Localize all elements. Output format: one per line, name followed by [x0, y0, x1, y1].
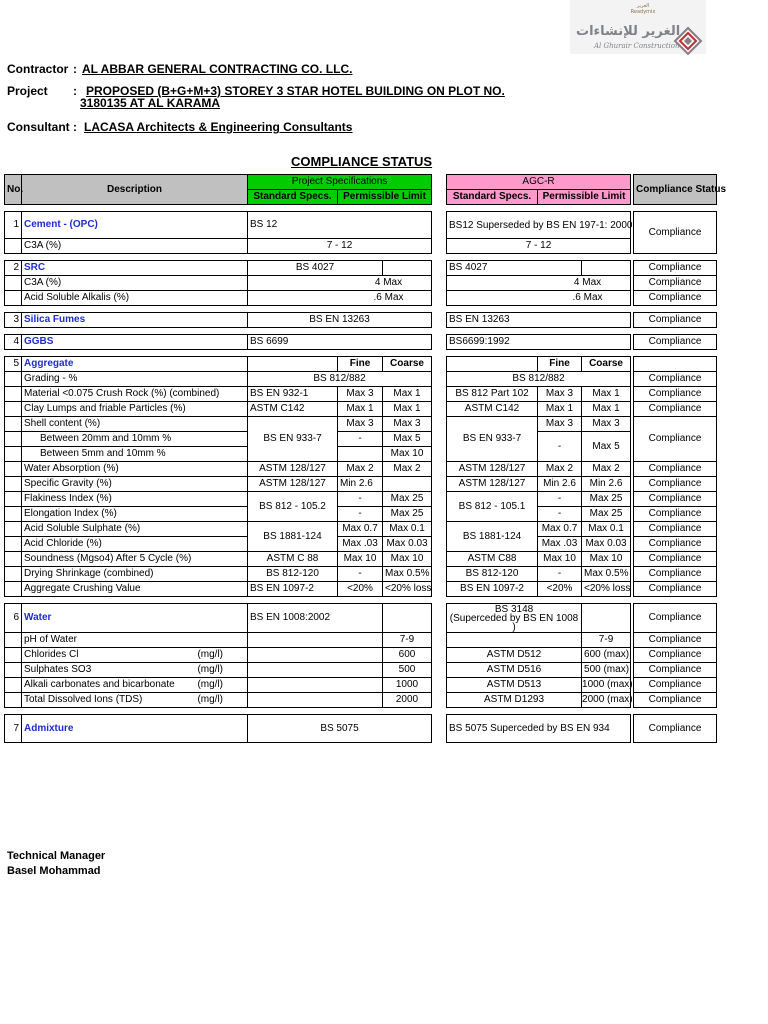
header-compliance-status: Compliance Status [634, 175, 717, 205]
table-row [5, 335, 717, 350]
header-description: Description [22, 175, 248, 205]
compliance-status: Compliance [634, 212, 717, 254]
agcr-standard-line1: BS 3148 [494, 603, 534, 615]
section-number: 4 [5, 335, 22, 350]
compliance-status: Compliance [634, 693, 717, 708]
header-project-standard-specs: Standard Specs. [248, 190, 338, 205]
section-number: 6 [5, 604, 22, 633]
row-description-text: Alkali carbonates and bicarbonate [24, 679, 175, 690]
row-description: Soundness (Mgso4) After 5 Cycle (%) [22, 552, 248, 567]
project-limit: 7 - 12 [248, 239, 432, 254]
contractor-colon: : [73, 62, 77, 76]
project-coarse: Max 0.1 [383, 522, 432, 537]
header-project-permissible-limit: Permissible Limit [338, 190, 432, 205]
compliance-status: Compliance [634, 492, 717, 507]
table-header-row [5, 175, 717, 190]
agcr-limit: 4 Max [447, 276, 631, 291]
row-description: Elongation Index (%) [22, 507, 248, 522]
agcr-standard: BS6699:1992 [447, 335, 631, 350]
table-row [5, 582, 717, 597]
compliance-status: Compliance [634, 648, 717, 663]
row-description [22, 693, 248, 708]
header-agcr-permissible-limit: Permissible Limit [538, 190, 631, 205]
contractor-line [7, 63, 68, 76]
agcr-standard: BS 812 - 105.1 [447, 492, 538, 522]
logo-english-text: Al Ghurair Construction [594, 42, 680, 50]
agcr-fine: Max 0.7 [538, 522, 582, 537]
agcr-standard: BS EN 1097-2 [447, 582, 538, 597]
section-name: Aggregate [22, 357, 248, 372]
compliance-status: Compliance [634, 507, 717, 522]
agcr-limit: 7-9 [582, 633, 631, 648]
agcr-coarse: Max 1 [582, 402, 631, 417]
logo-tiny-text [628, 3, 658, 15]
agcr-limit: 2000 (max) [582, 693, 631, 708]
agcr-standard: ASTM D513 [447, 678, 582, 693]
agcr-fine: - [538, 507, 582, 522]
logo-arabic-text: الغرير للإنشاءات [576, 24, 681, 39]
compliance-status: Compliance [634, 291, 717, 306]
agcr-coarse: Max 25 [582, 492, 631, 507]
project-standard: BS 5075 [248, 715, 432, 743]
consultant-value-text: LACASA Architects & Engineering Consultants [84, 120, 353, 134]
agcr-standard: ASTM C88 [447, 552, 538, 567]
coarse-header: Coarse [582, 357, 631, 372]
project-fine: Max 2 [338, 462, 383, 477]
project-limit: .6 Max [248, 291, 432, 306]
table-row [5, 567, 717, 582]
table-row [5, 417, 717, 432]
project-fine: Min 2.6 [338, 477, 383, 492]
table-row [5, 291, 717, 306]
table-row [5, 693, 717, 708]
agcr-standard: ASTM D516 [447, 663, 582, 678]
signatory-name: Basel Mohammad [7, 865, 101, 877]
section-number: 2 [5, 261, 22, 276]
agcr-standard: ASTM 128/127 [447, 462, 538, 477]
row-description [22, 633, 248, 648]
compliance-status: Compliance [634, 567, 717, 582]
table-row [5, 462, 717, 477]
compliance-status: Compliance [634, 402, 717, 417]
table-row [5, 715, 717, 743]
fine-header: Fine [538, 357, 582, 372]
agcr-fine: Max 3 [538, 387, 582, 402]
agcr-fine: Max 10 [538, 552, 582, 567]
section-name: Silica Fumes [22, 313, 248, 328]
agcr-coarse: Min 2.6 [582, 477, 631, 492]
table-row [5, 313, 717, 328]
project-coarse: Max 5 [383, 432, 432, 447]
table-row [5, 537, 717, 552]
project-fine: - [338, 567, 383, 582]
agcr-fine: Max 2 [538, 462, 582, 477]
project-standard: ASTM 128/127 [248, 477, 338, 492]
agcr-standard: BS 1881-124 [447, 522, 538, 552]
project-value-line1-text: PROPOSED (B+G+M+3) STOREY 3 STAR HOTEL BUILDING ON PLOT NO. [86, 84, 505, 98]
project-coarse: Max 0.03 [383, 537, 432, 552]
agcr-coarse: Max 0.03 [582, 537, 631, 552]
project-standard: BS 812/882 [248, 372, 432, 387]
section-number: 1 [5, 212, 22, 239]
contractor-value [82, 63, 352, 76]
agcr-coarse: Max 0.1 [582, 522, 631, 537]
table-row [5, 552, 717, 567]
contractor-label: Contractor [7, 62, 69, 76]
agcr-fine: - [538, 492, 582, 507]
table-row [5, 432, 717, 447]
agcr-limit: 7 - 12 [447, 239, 631, 254]
agcr-fine: Max 1 [538, 402, 582, 417]
row-description: Drying Shrinkage (combined) [22, 567, 248, 582]
compliance-status: Compliance [634, 313, 717, 328]
agcr-standard: ASTM C142 [447, 402, 538, 417]
row-description-text: Total Dissolved Ions (TDS) [24, 694, 143, 705]
project-fine: Max 10 [338, 552, 383, 567]
fine-header: Fine [338, 357, 383, 372]
project-standard: BS EN 932-1 [248, 387, 338, 402]
project-fine: - [338, 492, 383, 507]
agcr-standard: BS EN 13263 [447, 313, 631, 328]
compliance-table [4, 174, 727, 743]
table-row [5, 276, 717, 291]
compliance-status: Compliance [634, 261, 717, 276]
logo-tiny-english: Readymix [630, 9, 656, 15]
project-coarse: Max 3 [383, 417, 432, 432]
row-description: Clay Lumps and friable Particles (%) [22, 402, 248, 417]
project-limit: 7-9 [383, 633, 432, 648]
agcr-standard-line2: (Superceded by BS EN 1008 [449, 612, 579, 624]
table-row [5, 212, 717, 239]
agcr-standard: BS 812 Part 102 [447, 387, 538, 402]
row-description [22, 678, 248, 693]
header-agcr-standard-specs: Standard Specs. [447, 190, 538, 205]
project-standard: BS 812 - 105.2 [248, 492, 338, 522]
project-value-line2-text: 3180135 AT AL KARAMA [80, 96, 221, 110]
project-standard: ASTM C 88 [248, 552, 338, 567]
row-description-text: Chlorides Cl [24, 649, 79, 660]
project-standard: ASTM 128/127 [248, 462, 338, 477]
agcr-standard: ASTM D1293 [447, 693, 582, 708]
compliance-status: Compliance [634, 633, 717, 648]
agcr-coarse: Max 5 [582, 432, 631, 462]
agcr-standard: ASTM 128/127 [447, 477, 538, 492]
consultant-colon: : [73, 120, 77, 134]
project-value-line2 [80, 97, 220, 110]
project-limit: 600 [383, 648, 432, 663]
compliance-status: Compliance [634, 372, 717, 387]
table-row [5, 402, 717, 417]
row-description: Between 20mm and 10mm % [22, 432, 248, 447]
table-row [5, 477, 717, 492]
table-row [5, 633, 717, 648]
project-coarse: <20% loss [383, 582, 432, 597]
header-no: No. [5, 175, 22, 205]
project-label: Project [7, 84, 48, 98]
agcr-coarse: Max 10 [582, 552, 631, 567]
agcr-standard [447, 604, 582, 633]
section-number: 5 [5, 357, 22, 372]
agcr-coarse: Max 0.5% [582, 567, 631, 582]
table-row [5, 522, 717, 537]
contractor-value-text: AL ABBAR GENERAL CONTRACTING CO. LLC. [82, 62, 353, 76]
signatory-title: Technical Manager [7, 850, 106, 862]
row-description: Material <0.075 Crush Rock (%) (combined) [22, 387, 248, 402]
project-coarse: Max 25 [383, 492, 432, 507]
section-name: Admixture [22, 715, 248, 743]
project-standard: BS EN 1008:2002 [248, 604, 383, 633]
compliance-status: Compliance [634, 462, 717, 477]
agcr-fine: Max 3 [538, 417, 582, 432]
project-standard: ASTM C142 [248, 402, 338, 417]
agcr-standard-line3: ) [512, 621, 516, 633]
agcr-coarse: Max 1 [582, 387, 631, 402]
section-name: Water [22, 604, 248, 633]
project-coarse: Max 2 [383, 462, 432, 477]
table-row [5, 648, 717, 663]
agcr-fine: Max .03 [538, 537, 582, 552]
agcr-standard: BS EN 933-7 [447, 417, 538, 462]
project-standard: BS 12 [248, 212, 432, 239]
agcr-limit: .6 Max [447, 291, 631, 306]
agcr-fine: Min 2.6 [538, 477, 582, 492]
section-name: Cement - (OPC) [22, 212, 248, 239]
row-description: Acid Soluble Sulphate (%) [22, 522, 248, 537]
row-unit: (mg/l) [197, 664, 223, 675]
agcr-standard: BS 812/882 [447, 372, 631, 387]
agcr-coarse: Max 2 [582, 462, 631, 477]
project-fine: - [338, 507, 383, 522]
project-limit: 1000 [383, 678, 432, 693]
project-coarse: Max 10 [383, 447, 432, 462]
agcr-standard: BS12 Superseded by BS EN 197-1: 2000 [447, 212, 631, 239]
row-description-text: Sulphates SO3 [24, 664, 92, 675]
row-description: C3A (%) [22, 239, 248, 254]
row-description: C3A (%) [22, 276, 248, 291]
header-project-specifications: Project Specifications [248, 175, 432, 190]
row-unit: (mg/l) [197, 649, 223, 660]
compliance-status: Compliance [634, 604, 717, 633]
compliance-status: Compliance [634, 582, 717, 597]
project-colon: : [73, 84, 77, 98]
agcr-limit: 600 (max) [582, 648, 631, 663]
logo-tiny-arabic: الغرير [636, 3, 650, 9]
agcr-fine: - [538, 432, 582, 462]
project-standard: BS EN 1097-2 [248, 582, 338, 597]
table-row [5, 663, 717, 678]
project-coarse: Max 10 [383, 552, 432, 567]
project-fine: Max 1 [338, 402, 383, 417]
section-number: 7 [5, 715, 22, 743]
header-agcr: AGC-R [447, 175, 631, 190]
agcr-coarse: Max 3 [582, 417, 631, 432]
agcr-standard: BS 4027 [447, 261, 582, 276]
project-standard: BS 1881-124 [248, 522, 338, 552]
row-description: Specific Gravity (%) [22, 477, 248, 492]
compliance-status: Compliance [634, 552, 717, 567]
project-coarse: Max 1 [383, 402, 432, 417]
agcr-standard: ASTM D512 [447, 648, 582, 663]
project-standard: BS 812-120 [248, 567, 338, 582]
row-description: Water Absorption (%) [22, 462, 248, 477]
table-row [5, 239, 717, 254]
row-description: Flakiness Index (%) [22, 492, 248, 507]
row-description [22, 663, 248, 678]
project-limit: 4 Max [248, 276, 432, 291]
project-fine: - [338, 432, 383, 447]
table-row [5, 604, 717, 633]
compliance-status: Compliance [634, 276, 717, 291]
project-coarse: Max 0.5% [383, 567, 432, 582]
project-coarse: Max 25 [383, 507, 432, 522]
row-description: Grading - % [22, 372, 248, 387]
compliance-status: Compliance [634, 477, 717, 492]
project-standard: BS 6699 [248, 335, 432, 350]
consultant-label: Consultant [7, 120, 70, 134]
compliance-status: Compliance [634, 537, 717, 552]
project-limit: 2000 [383, 693, 432, 708]
project-fine: <20% [338, 582, 383, 597]
company-logo [570, 0, 706, 54]
row-description: Acid Chloride (%) [22, 537, 248, 552]
row-description: Shell content (%) [22, 417, 248, 432]
compliance-status: Compliance [634, 678, 717, 693]
row-description: Acid Soluble Alkalis (%) [22, 291, 248, 306]
compliance-status: Compliance [634, 522, 717, 537]
row-description [22, 648, 248, 663]
compliance-status: Compliance [634, 335, 717, 350]
agcr-limit: 500 (max) [582, 663, 631, 678]
table-row [5, 507, 717, 522]
agcr-standard: BS 812-120 [447, 567, 538, 582]
section-name: GGBS [22, 335, 248, 350]
compliance-status: Compliance [634, 417, 717, 462]
project-standard: BS EN 13263 [248, 313, 432, 328]
gap-cell [432, 175, 447, 205]
diamond-logo-icon [674, 27, 702, 55]
compliance-status: Compliance [634, 387, 717, 402]
agcr-fine: <20% [538, 582, 582, 597]
compliance-status: Compliance [634, 715, 717, 743]
project-fine: Max 3 [338, 417, 383, 432]
row-unit: (mg/l) [197, 679, 223, 690]
compliance-status: Compliance [634, 663, 717, 678]
project-coarse: Max 1 [383, 387, 432, 402]
consultant-value [84, 121, 352, 134]
row-description-text: pH of Water [24, 634, 77, 645]
page-title: COMPLIANCE STATUS [291, 154, 433, 169]
table-row [5, 387, 717, 402]
agcr-coarse: Max 25 [582, 507, 631, 522]
row-description: Between 5mm and 10mm % [22, 447, 248, 462]
project-fine: Max .03 [338, 537, 383, 552]
table-row [5, 678, 717, 693]
table-row [5, 357, 717, 372]
agcr-limit: 1000 (max) [582, 678, 631, 693]
agcr-standard [447, 633, 582, 648]
table-row [5, 261, 717, 276]
section-number: 3 [5, 313, 22, 328]
row-description: Aggregate Crushing Value [22, 582, 248, 597]
table-row [5, 492, 717, 507]
section-name: SRC [22, 261, 248, 276]
agcr-fine: - [538, 567, 582, 582]
agcr-coarse: <20% loss [582, 582, 631, 597]
row-unit: (mg/l) [197, 694, 223, 705]
project-limit: 500 [383, 663, 432, 678]
project-fine: Max 3 [338, 387, 383, 402]
project-coarse [383, 477, 432, 492]
project-fine: Max 0.7 [338, 522, 383, 537]
agcr-standard: BS 5075 Superceded by BS EN 934 [447, 715, 631, 743]
coarse-header: Coarse [383, 357, 432, 372]
project-standard: BS 4027 [248, 261, 383, 276]
project-standard: BS EN 933-7 [248, 417, 338, 462]
